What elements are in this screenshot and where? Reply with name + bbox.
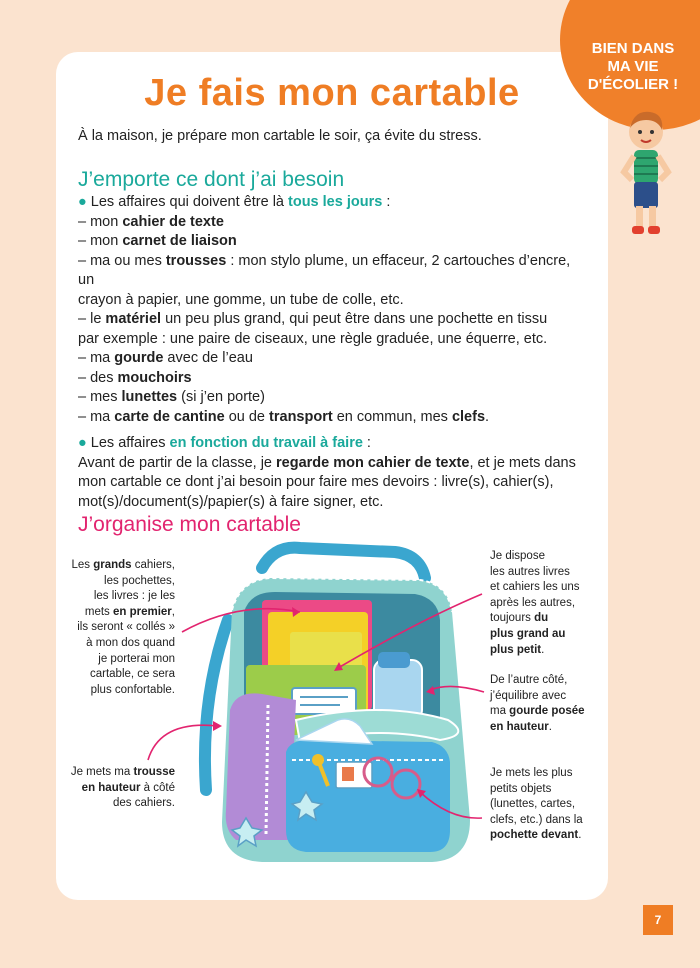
bold-text: plus grand au xyxy=(490,627,566,640)
bold-text: carnet de liaison xyxy=(122,233,237,249)
bold-text: regarde mon cahier de texte xyxy=(276,454,470,471)
text: ma xyxy=(490,705,510,718)
text: j’équilibre avec xyxy=(490,689,567,702)
page-number: 7 xyxy=(643,905,673,935)
bold-text: matériel xyxy=(105,311,162,327)
text: clefs, etc.) dans la xyxy=(490,813,583,826)
paragraph-line: mot(s)/document(s)/papier(s) à faire signer, etc. xyxy=(78,493,384,510)
text: : xyxy=(362,435,371,451)
text: . xyxy=(548,720,552,733)
text: . xyxy=(485,408,490,425)
text: plus confortable. xyxy=(90,683,175,696)
bold-text: en premier xyxy=(112,605,172,618)
bold-text: mouchoirs xyxy=(117,369,192,386)
text: Les xyxy=(71,559,94,571)
text: , et je mets dans xyxy=(469,454,576,471)
text: des cahiers. xyxy=(112,797,175,810)
text: Les affaires qui doivent être là xyxy=(86,194,289,210)
page-title: Je fais mon cartable xyxy=(144,72,520,114)
text: – mes xyxy=(78,389,122,405)
text: ou de xyxy=(224,408,270,425)
text: . xyxy=(541,643,545,656)
bold-text: gourde posée xyxy=(509,705,585,718)
text: avec de l’eau xyxy=(163,350,253,366)
text: De l’autre côté, xyxy=(490,674,568,686)
text: cahiers, xyxy=(131,559,175,571)
highlight: en fonction du travail à faire xyxy=(169,435,363,451)
bold-text: grands xyxy=(93,559,132,571)
badge-line-1: BIEN DANS xyxy=(591,40,675,57)
badge-line-2: MA VIE xyxy=(607,58,659,75)
note-right-gourde xyxy=(490,673,600,735)
text: . xyxy=(578,829,582,842)
text: – mon xyxy=(78,213,123,230)
text: mets xyxy=(84,605,113,618)
note-right-pocket xyxy=(490,766,600,844)
bold-text: gourde xyxy=(114,350,164,366)
text: à mon dos quand xyxy=(86,636,175,649)
text: toujours xyxy=(490,612,535,625)
text: et cahiers les uns xyxy=(490,581,580,594)
text: cartable, ce sera xyxy=(89,668,175,681)
text: un peu plus grand, qui peut être dans une pochette en tissu xyxy=(161,311,548,327)
text: (si j’en porte) xyxy=(177,389,265,405)
text: , xyxy=(171,605,175,618)
badge-line-3: D'ÉCOLIER ! xyxy=(587,76,679,93)
bullet-dot-icon: ● xyxy=(78,435,87,451)
text: les pochettes, xyxy=(104,574,175,587)
paragraph-line: mon cartable ce dont j’ai besoin pour faire mes devoirs : livre(s), cahier(s), xyxy=(78,474,554,490)
list-item-cont: crayon à papier, une gomme, un tube de colle, etc. xyxy=(78,291,404,308)
bold-text: trousse xyxy=(133,766,175,778)
bold-text: plus petit xyxy=(490,643,542,656)
note-left-trousse xyxy=(60,765,175,812)
text: (lunettes, cartes, xyxy=(490,798,576,811)
text: les autres livres xyxy=(490,565,570,578)
intro-text: À la maison, je prépare mon cartable le soir, ça évite du stress. xyxy=(78,128,482,144)
section2-heading: J’organise mon cartable xyxy=(78,513,301,536)
text: – ma xyxy=(78,350,115,366)
bold-text: pochette devant xyxy=(490,829,579,842)
text: Je mets ma xyxy=(70,766,134,778)
bullet-dot-icon: ● xyxy=(78,194,87,210)
text: les livres : je les xyxy=(93,590,175,603)
bold-text: du xyxy=(534,612,549,625)
text: – des xyxy=(78,369,118,386)
text: : xyxy=(382,194,391,210)
note-right-order xyxy=(490,549,600,658)
text: petits objets xyxy=(490,782,552,795)
bold-text: carte de cantine xyxy=(114,408,225,425)
section1-heading: J’emporte ce dont j’ai besoin xyxy=(78,168,345,191)
text: : mon stylo plume, un effaceur, 2 cartouches d’encre, un xyxy=(78,252,571,288)
bold-text: clefs xyxy=(451,408,486,425)
text: ils seront « collés » xyxy=(77,621,175,634)
note-left-big-items xyxy=(60,558,175,698)
bold-text: en hauteur xyxy=(490,720,549,733)
bold-text: lunettes xyxy=(121,389,178,405)
text: à côté xyxy=(140,781,175,794)
text: Je mets les plus xyxy=(490,767,573,779)
list-item-cont: par exemple : une paire de ciseaux, une règle graduée, une équerre, etc. xyxy=(78,330,548,347)
text: – le xyxy=(78,311,106,327)
bold-text: trousses xyxy=(165,252,227,269)
text: – ma ou mes xyxy=(78,252,166,269)
text: après les autres, xyxy=(490,596,576,609)
bold-text: en hauteur xyxy=(81,781,141,794)
text: Les affaires xyxy=(86,435,170,451)
text: Je dispose xyxy=(490,550,545,562)
text: Avant de partir de la classe, je xyxy=(78,454,277,471)
text: en commun, mes xyxy=(332,408,452,425)
text: – ma xyxy=(78,408,115,425)
highlight: tous les jours xyxy=(288,194,383,210)
bold-text: transport xyxy=(269,408,333,425)
text: – mon xyxy=(78,233,123,249)
text: je porterai mon xyxy=(98,652,175,665)
bold-text: cahier de texte xyxy=(122,213,224,230)
